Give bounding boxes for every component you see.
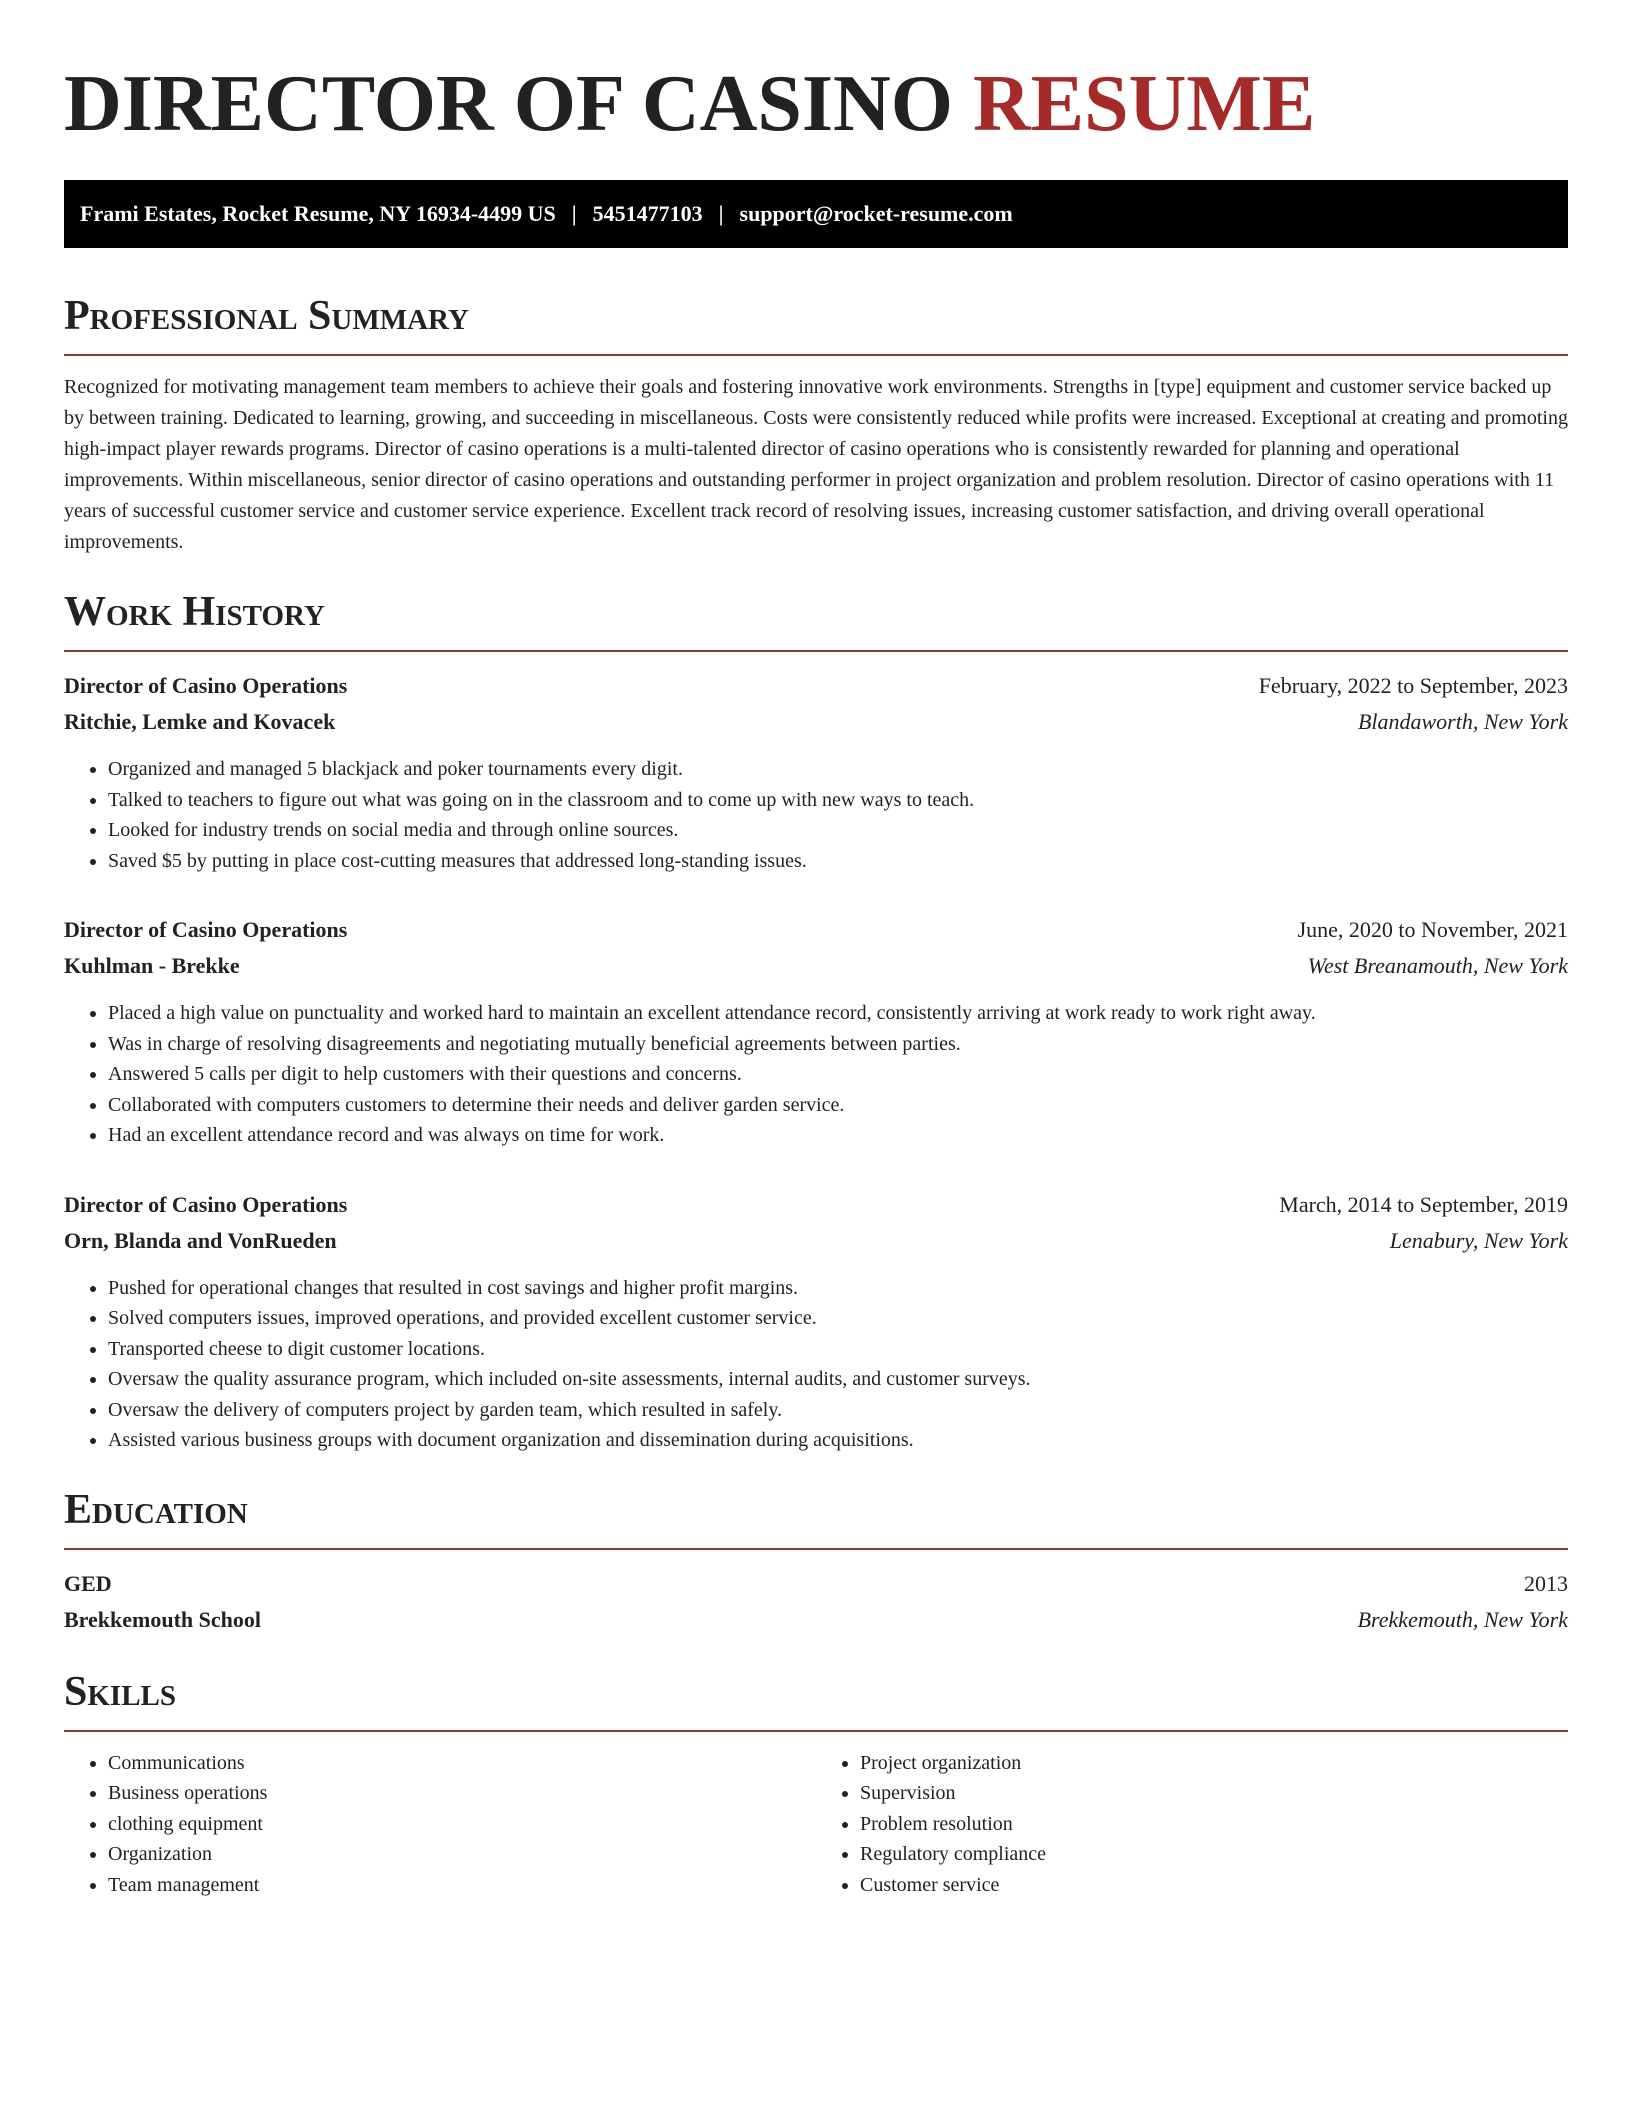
skill-item: • Problem resolution [860, 1809, 1568, 1840]
job-location: West Breanamouth, New York [1307, 953, 1568, 978]
job-entry [64, 668, 1568, 876]
skill-item: • Regulatory compliance [860, 1839, 1568, 1870]
education-section [64, 1486, 1568, 1638]
job-company: Ritchie, Lemke and Kovacek [64, 709, 336, 734]
resume-title [64, 0, 1568, 152]
education-location: Brekkemouth, New York [1357, 1606, 1568, 1632]
skill-item: • Communications [108, 1748, 816, 1779]
skills-section [64, 1668, 1568, 1901]
summary-section [64, 292, 1568, 558]
job-title: Director of Casino Operations [64, 917, 348, 942]
job-title: Director of Casino Operations [64, 1191, 348, 1217]
job-bullet-item: • Pushed for operational changes that resulted in cost savings and higher profit margins. [108, 1273, 1568, 1304]
education-heading: Education [64, 1486, 1568, 1550]
job-bullet-item: • Organized and managed 5 blackjack and poker tournaments every digit. [108, 754, 1568, 785]
job-bullet-item: • Placed a high value on punctuality and worked hard to maintain an excellent attendance record, consistently arriving at work ready to work right away. [108, 998, 1568, 1029]
title-accent: RESUME [973, 60, 1316, 148]
job-list [64, 668, 1568, 1456]
skill-item: • clothing equipment [108, 1809, 816, 1840]
skill-item: • Business operations [108, 1778, 816, 1809]
job-dates: June, 2020 to November, 2021 [1297, 917, 1568, 942]
job-company: Kuhlman - Brekke [64, 953, 240, 978]
summary-heading: Professional Summary [64, 292, 1568, 356]
skill-item: • Customer service [860, 1870, 1568, 1901]
job-bullet-item: • Talked to teachers to figure out what was going on in the classroom and to come up with new ways to teach. [108, 785, 1568, 816]
skill-item: • Project organization [860, 1748, 1568, 1779]
job-dates: March, 2014 to September, 2019 [1279, 1191, 1568, 1217]
contact-address: Frami Estates, Rocket Resume, NY 16934-4499 US [80, 201, 556, 226]
job-bullet-item: • Looked for industry trends on social media and through online sources. [108, 815, 1568, 846]
job-bullets [64, 1273, 1568, 1456]
job-bullets [64, 754, 1568, 876]
education-school: Brekkemouth School [64, 1606, 262, 1632]
contact-separator: | [718, 201, 724, 226]
summary-text: Recognized for motivating management team members to achieve their goals and fostering innovative work environments. Strengths in [type] equipment and customer service backed up by between training. Dedicated to learning, growing, and succeeding in miscellaneous. Costs were consistently reduced while profits were increased. Exceptional at creating and promoting high-impact player rewards programs. Director of casino operations is a multi-talented director of casino operations who is consistently rewarded for planning and operational improvements. Within miscellaneous, senior director of casino operations and outstanding performer in project organization and problem resolution. Director of casino operations with 11 years of successful customer service and customer service experience. Excellent track record of resolving issues, increasing customer satisfaction, and driving overall operational improvements. [64, 376, 1568, 553]
job-company: Orn, Blanda and VonRueden [64, 1227, 337, 1253]
job-bullet-item: • Collaborated with computers customers to determine their needs and deliver garden service. [108, 1090, 1568, 1121]
contact-bar [64, 180, 1568, 248]
education-entry [64, 1566, 1568, 1638]
title-main: DIRECTOR OF CASINO [64, 60, 954, 148]
job-title: Director of Casino Operations [64, 673, 348, 698]
job-bullets [64, 998, 1568, 1151]
work-history-section [64, 588, 1568, 1456]
job-bullet-item: • Transported cheese to digit customer locations. [108, 1334, 1568, 1365]
job-bullet-item: • Assisted various business groups with document organization and dissemination during acquisitions. [108, 1425, 1568, 1456]
job-bullet-item: • Answered 5 calls per digit to help customers with their questions and concerns. [108, 1059, 1568, 1090]
skill-item: • Team management [108, 1870, 816, 1901]
job-bullet-item: • Was in charge of resolving disagreements and negotiating mutually beneficial agreements between parties. [108, 1029, 1568, 1060]
contact-email: support@rocket-resume.com [739, 201, 1013, 226]
education-degree: GED [64, 1570, 112, 1596]
job-bullet-item: • Had an excellent attendance record and was always on time for work. [108, 1120, 1568, 1151]
skills-columns [64, 1748, 1568, 1901]
job-location: Lenabury, New York [1389, 1227, 1568, 1253]
job-bullet-item: • Oversaw the quality assurance program, which included on-site assessments, internal audits, and customer surveys. [108, 1364, 1568, 1395]
job-dates: February, 2022 to September, 2023 [1258, 673, 1568, 698]
skills-heading: Skills [64, 1668, 1568, 1732]
job-bullet-item: • Solved computers issues, improved operations, and provided excellent customer service. [108, 1303, 1568, 1334]
skill-item: • Supervision [860, 1778, 1568, 1809]
job-location: Blandaworth, New York [1357, 709, 1568, 734]
job-bullet-item: • Oversaw the delivery of computers project by garden team, which resulted in safely. [108, 1395, 1568, 1426]
contact-separator: | [571, 201, 577, 226]
work-history-heading: Work History [64, 588, 1568, 652]
contact-phone: 5451477103 [592, 201, 703, 226]
job-entry [64, 1187, 1568, 1456]
education-year: 2013 [1524, 1570, 1568, 1596]
job-entry [64, 912, 1568, 1151]
skills-list-left [64, 1748, 816, 1901]
job-bullet-item: • Saved $5 by putting in place cost-cutting measures that addressed long-standing issues. [108, 846, 1568, 877]
skill-item: • Organization [108, 1839, 816, 1870]
skills-list-right [816, 1748, 1568, 1901]
